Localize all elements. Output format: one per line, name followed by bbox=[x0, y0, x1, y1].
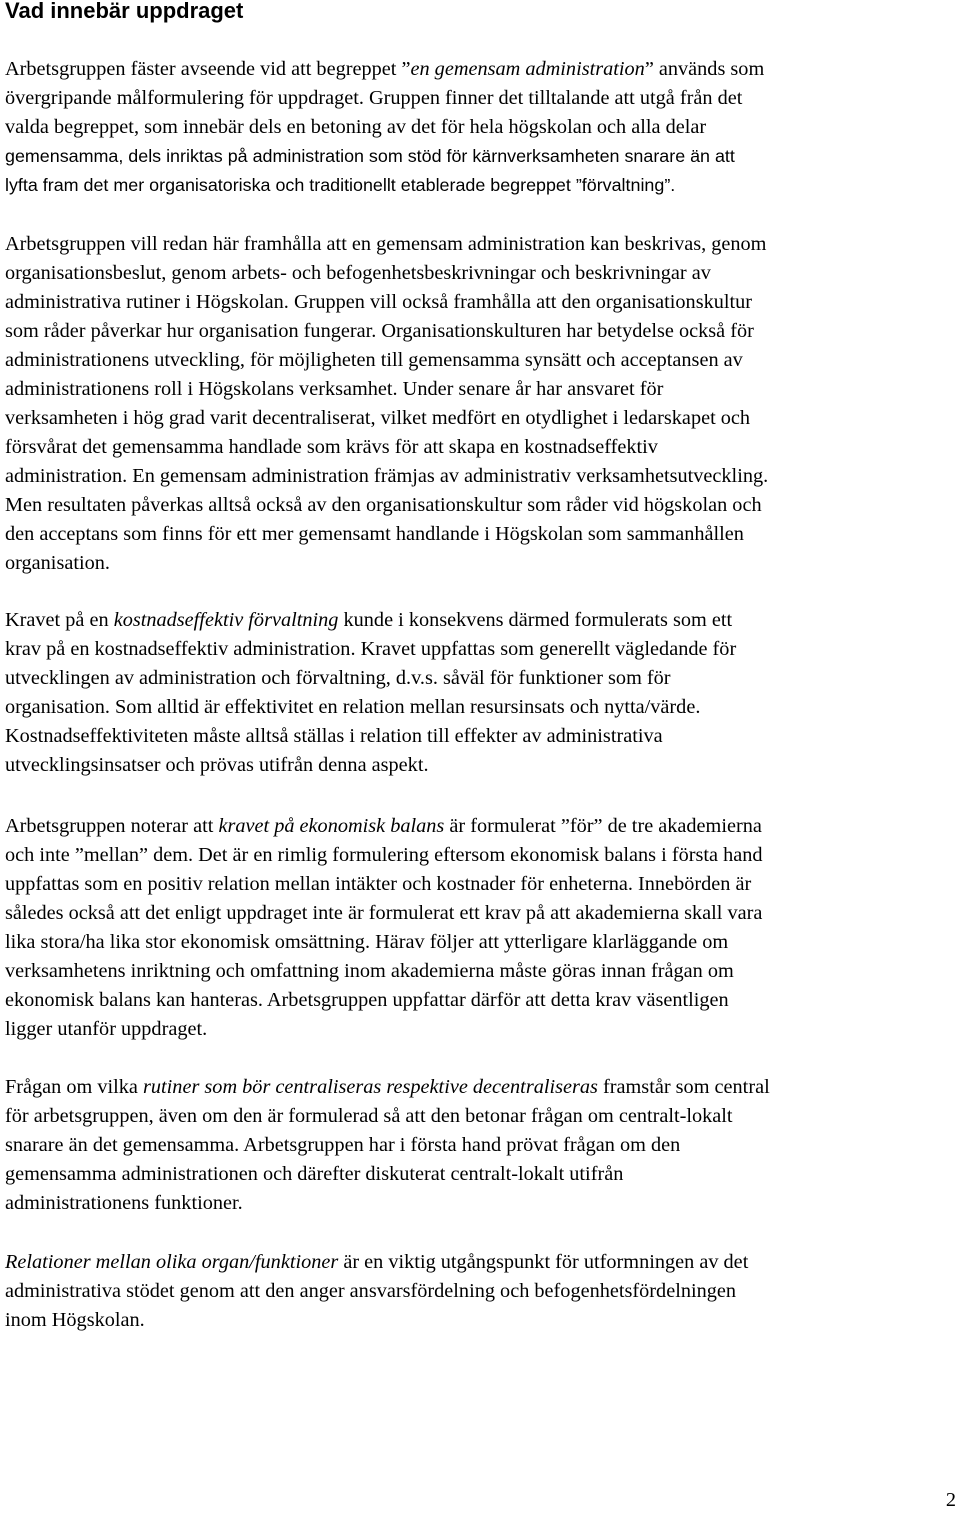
text-segment: och inte ”mellan” dem. Det är en rimlig formulering eftersom ekonomisk balans i första hand bbox=[5, 844, 763, 866]
text-line bbox=[5, 55, 960, 84]
text-segment: lika stora/ha lika stor ekonomisk omsättning. Härav följer att ytterligare klarläggande om bbox=[5, 931, 729, 953]
emphasized-term: en gemensam administration bbox=[410, 58, 645, 80]
text-segment: försvårat det gemensamma handlade som krävs för att skapa en kostnadseffektiv bbox=[5, 436, 658, 458]
text-line bbox=[5, 870, 960, 899]
text-segment: utvecklingsinsatser och prövas utifrån denna aspekt. bbox=[5, 754, 429, 776]
text-line bbox=[5, 230, 960, 259]
text-line bbox=[5, 549, 960, 578]
text-segment: Kravet på en bbox=[5, 609, 114, 631]
text-line bbox=[5, 491, 960, 520]
text-line bbox=[5, 171, 960, 200]
paragraph-relations bbox=[5, 1248, 960, 1335]
text-segment: organisationsbeslut, genom arbets- och befogenhetsbeskrivningar och beskrivningar av bbox=[5, 262, 711, 284]
text-segment: administrationens funktioner. bbox=[5, 1192, 243, 1214]
text-segment: som råder påverkar hur organisation fungerar. Organisationskulturen har betydelse också för bbox=[5, 320, 754, 342]
text-line bbox=[5, 404, 960, 433]
text-line bbox=[5, 520, 960, 549]
text-segment: ligger utanför uppdraget. bbox=[5, 1018, 208, 1040]
text-segment: Arbetsgruppen fäster avseende vid att begreppet ” bbox=[5, 58, 411, 80]
text-segment: gemensamma, dels inriktas på administration som stöd för kärnverksamheten snarare än att bbox=[5, 146, 735, 166]
text-segment: den acceptans som finns för ett mer gemensamt handlande i Högskolan som sammanhållen bbox=[5, 523, 744, 545]
text-segment: administrationens roll i Högskolans verksamhet. Under senare år har ansvaret för bbox=[5, 378, 664, 400]
text-line bbox=[5, 462, 960, 491]
text-segment: Arbetsgruppen noterar att bbox=[5, 815, 219, 837]
emphasized-term: Relationer mellan olika organ/funktioner bbox=[5, 1251, 339, 1273]
text-segment: är formulerat ”för” de tre akademierna bbox=[444, 815, 762, 837]
text-line bbox=[5, 142, 960, 171]
text-segment: för arbetsgruppen, även om den är formulerad så att den betonar frågan om centralt-lokalt bbox=[5, 1105, 733, 1127]
text-segment: utvecklingen av administration och förvaltning, d.v.s. såväl för funktioner som för bbox=[5, 667, 671, 689]
text-line bbox=[5, 288, 960, 317]
text-line bbox=[5, 606, 960, 635]
text-segment: framstår som central bbox=[597, 1076, 770, 1098]
text-segment: Kostnadseffektiviteten måste alltså ställas i relation till effekter av administrativa bbox=[5, 725, 663, 747]
text-segment: organisation. bbox=[5, 552, 110, 574]
text-line bbox=[5, 259, 960, 288]
emphasized-term: rutiner som bör centraliseras respektive decentraliseras bbox=[143, 1076, 598, 1098]
text-line bbox=[5, 986, 960, 1015]
text-segment: således också att det enligt uppdraget inte är formulerat ett krav på att akademierna skall vara bbox=[5, 902, 763, 924]
page-number: 2 bbox=[945, 1489, 956, 1511]
text-segment: snarare än det gemensamma. Arbetsgruppen har i första hand prövat frågan om den bbox=[5, 1134, 681, 1156]
text-segment: verksamheten i hög grad varit decentraliserat, vilket medfört en otydlighet i ledarskapet och bbox=[5, 407, 751, 429]
text-line bbox=[5, 1306, 960, 1335]
text-line bbox=[5, 635, 960, 664]
text-line bbox=[5, 433, 960, 462]
text-line bbox=[5, 1277, 960, 1306]
text-line bbox=[5, 317, 960, 346]
text-line bbox=[5, 84, 960, 113]
text-line bbox=[5, 841, 960, 870]
text-segment: inom Högskolan. bbox=[5, 1309, 145, 1331]
paragraph-cost-efficiency bbox=[5, 606, 960, 780]
text-line bbox=[5, 1073, 960, 1102]
text-line bbox=[5, 1248, 960, 1277]
text-line bbox=[5, 346, 960, 375]
text-line bbox=[5, 899, 960, 928]
text-segment: administrativa stödet genom att den anger ansvarsfördelning och befogenhetsfördelningen bbox=[5, 1280, 737, 1302]
text-line bbox=[5, 375, 960, 404]
paragraph-economic-balance bbox=[5, 812, 960, 1044]
text-segment: Arbetsgruppen vill redan här framhålla att en gemensam administration kan beskrivas, genom bbox=[5, 233, 767, 255]
text-segment: organisation. Som alltid är effektivitet en relation mellan resursinsats och nytta/värde. bbox=[5, 696, 701, 718]
text-segment: uppfattas som en positiv relation mellan intäkter och kostnader för enheterna. Innebörden är bbox=[5, 873, 752, 895]
text-line bbox=[5, 1015, 960, 1044]
text-segment: gemensamma administrationen och därefter diskuterat centralt-lokalt utifrån bbox=[5, 1163, 624, 1185]
emphasized-term: kravet på ekonomisk balans bbox=[218, 815, 445, 837]
text-segment: ekonomisk balans kan hanteras. Arbetsgruppen uppfattar därför att detta krav väsentligen bbox=[5, 989, 729, 1011]
text-segment: övergripande målformulering för uppdraget. Gruppen finner det tilltalande att utgå från det bbox=[5, 87, 743, 109]
text-line bbox=[5, 928, 960, 957]
text-segment: administration. En gemensam administration främjas av administrativ verksamhetsutveckling. bbox=[5, 465, 769, 487]
text-segment: lyfta fram det mer organisatoriska och traditionellt etablerade begreppet ”förvaltning”. bbox=[5, 175, 676, 195]
text-segment: administrationens utveckling, för möjligheten till gemensamma synsätt och acceptansen av bbox=[5, 349, 743, 371]
text-segment: är en viktig utgångspunkt för utformningen av det bbox=[338, 1251, 749, 1273]
text-segment: kunde i konsekvens därmed formulerats som ett bbox=[338, 609, 733, 631]
text-segment: administrativa rutiner i Högskolan. Gruppen vill också framhålla att den organisationskultur bbox=[5, 291, 753, 313]
text-line bbox=[5, 1131, 960, 1160]
emphasized-term: kostnadseffektiv förvaltning bbox=[113, 609, 339, 631]
text-line bbox=[5, 664, 960, 693]
text-line bbox=[5, 1160, 960, 1189]
text-segment: ” används som bbox=[644, 58, 765, 80]
text-line bbox=[5, 1189, 960, 1218]
text-line bbox=[5, 751, 960, 780]
text-segment: Men resultaten påverkas alltså också av den organisationskultur som råder vid högskolan och bbox=[5, 494, 762, 516]
text-segment: verksamhetens inriktning och omfattning inom akademierna måste göras innan frågan om bbox=[5, 960, 734, 982]
paragraph-organisation-culture bbox=[5, 230, 960, 578]
paragraph-centralisation bbox=[5, 1073, 960, 1218]
text-line bbox=[5, 722, 960, 751]
text-line bbox=[5, 957, 960, 986]
text-segment: krav på en kostnadseffektiv administration. Kravet uppfattas som generellt vägledande för bbox=[5, 638, 737, 660]
section-heading: Vad innebär uppdraget bbox=[5, 0, 244, 23]
text-line bbox=[5, 1102, 960, 1131]
text-segment: valda begreppet, som innebär dels en betoning av det för hela högskolan och alla delar bbox=[5, 116, 707, 138]
text-segment: Frågan om vilka bbox=[5, 1076, 143, 1098]
paragraph-assignment-goal bbox=[5, 55, 960, 200]
text-line bbox=[5, 693, 960, 722]
text-line bbox=[5, 113, 960, 142]
text-line bbox=[5, 812, 960, 841]
